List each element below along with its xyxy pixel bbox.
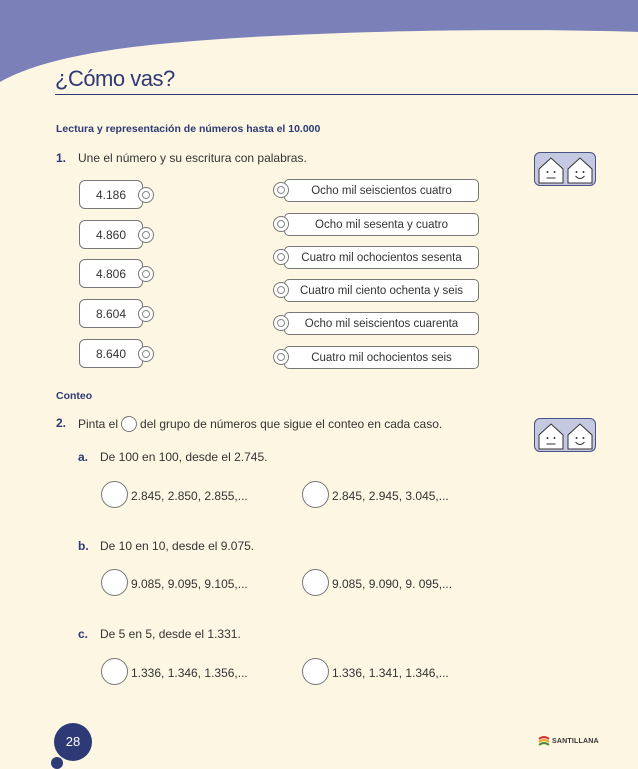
connector-point[interactable] <box>138 187 154 203</box>
house-smiley-face-icon <box>568 424 592 449</box>
option-circle[interactable] <box>101 569 128 596</box>
item-text-a: De 100 en 100, desde el 2.745. <box>100 450 268 464</box>
option-circle[interactable] <box>302 481 329 508</box>
connector-point[interactable] <box>273 349 289 365</box>
option-circle[interactable] <box>302 658 329 685</box>
title-divider <box>55 94 638 95</box>
connector-point[interactable] <box>273 249 289 265</box>
option-circle[interactable] <box>302 569 329 596</box>
number-box: 4.806 <box>79 259 143 288</box>
option-circle[interactable] <box>101 481 128 508</box>
connector-point[interactable] <box>273 282 289 298</box>
connector-point[interactable] <box>138 346 154 362</box>
word-box: Cuatro mil ochocientos sesenta <box>284 246 479 269</box>
question-text-1: Une el número y su escritura con palabras. <box>78 151 307 165</box>
page-title: ¿Cómo vas? <box>55 66 175 91</box>
connector-point[interactable] <box>138 306 154 322</box>
connector-point[interactable] <box>138 227 154 243</box>
house-smiley-face-icon <box>568 158 592 183</box>
santillana-logo <box>538 732 599 750</box>
connector-point[interactable] <box>273 216 289 232</box>
santillana-logo-icon <box>538 735 550 747</box>
house-neutral-face-icon <box>539 424 563 449</box>
option-text: 9.085, 9.090, 9. 095,... <box>332 577 453 591</box>
page-number: 28 <box>54 723 92 761</box>
word-box: Cuatro mil ciento ochenta y seis <box>284 279 479 302</box>
number-box: 8.640 <box>79 339 143 368</box>
option-text: 2.845, 2.945, 3.045,... <box>332 489 449 503</box>
page-dot-decoration <box>51 757 63 769</box>
item-text-c: De 5 en 5, desde el 1.331. <box>100 627 241 641</box>
item-letter-c: c. <box>78 627 89 641</box>
logo-text: SANTILLANA <box>552 737 599 745</box>
self-assessment-badge-2 <box>534 418 596 452</box>
connector-point[interactable] <box>138 266 154 282</box>
word-box: Ocho mil seiscientos cuarenta <box>284 312 479 335</box>
option-text: 9.085, 9.095, 9.105,... <box>131 577 248 591</box>
item-text-b: De 10 en 10, desde el 9.075. <box>100 539 255 553</box>
question-number-1: 1. <box>56 151 67 165</box>
house-neutral-face-icon <box>539 158 563 183</box>
word-box: Ocho mil sesenta y cuatro <box>284 213 479 236</box>
question-number-2: 2. <box>56 416 67 430</box>
self-assessment-badge-1 <box>534 152 596 186</box>
number-box: 4.860 <box>79 220 143 249</box>
item-letter-a: a. <box>78 450 89 464</box>
connector-point[interactable] <box>273 315 289 331</box>
option-circle[interactable] <box>101 658 128 685</box>
inline-circle-icon <box>121 416 137 432</box>
item-letter-b: b. <box>78 539 89 553</box>
connector-point[interactable] <box>273 182 289 198</box>
option-text: 1.336, 1.341, 1.346,... <box>332 666 449 680</box>
word-box: Cuatro mil ochocientos seis <box>284 346 479 369</box>
option-text: 1.336, 1.346, 1.356,... <box>131 666 248 680</box>
word-box: Ocho mil seiscientos cuatro <box>284 179 479 202</box>
section-title-counting: Conteo <box>56 390 93 402</box>
section-title-reading: Lectura y representación de números hasta el 10.000 <box>56 123 321 135</box>
number-box: 4.186 <box>79 180 143 209</box>
option-text: 2.845, 2.850, 2.855,... <box>131 489 248 503</box>
question-text-2: Pinta el del grupo de números que sigue el conteo en cada caso. <box>78 417 443 431</box>
number-box: 8.604 <box>79 299 143 328</box>
